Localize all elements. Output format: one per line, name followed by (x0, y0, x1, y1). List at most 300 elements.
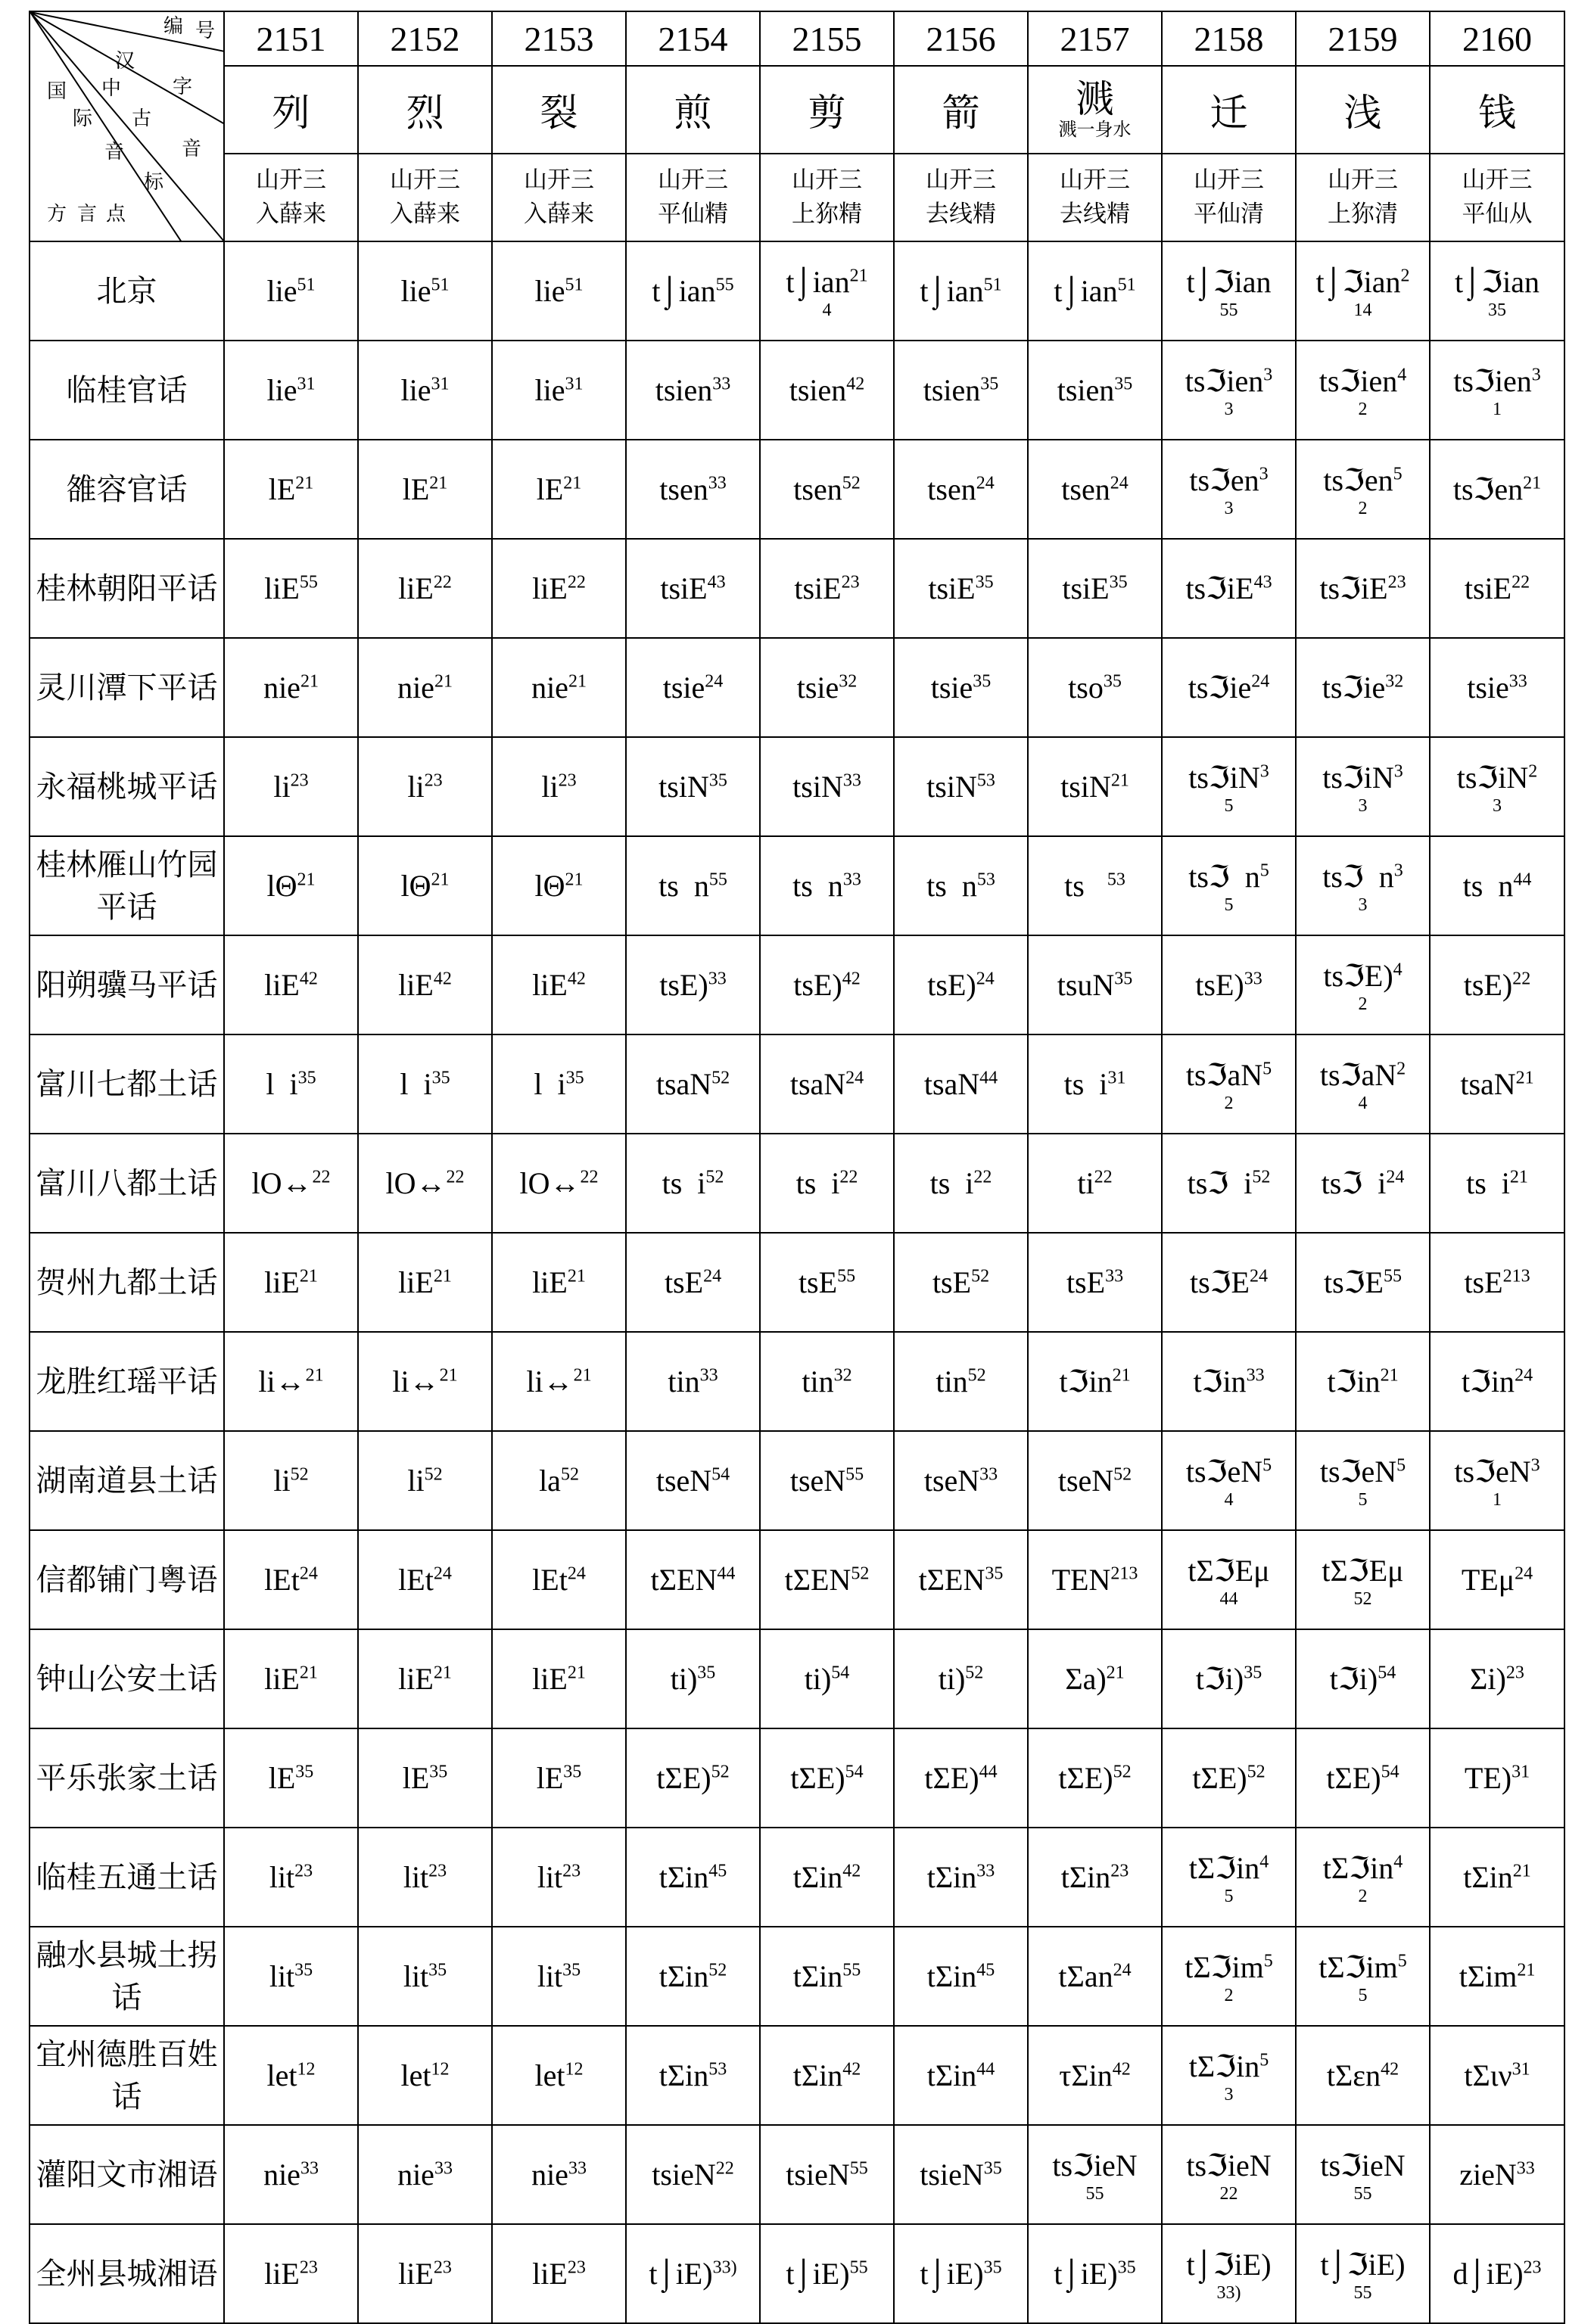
tone-value: 32 (1385, 671, 1404, 692)
ipa-transcription: lEt (398, 1562, 434, 1597)
tone-value: 21 (849, 266, 868, 286)
chinese-character-cell (224, 66, 358, 154)
tone-value: 52 (705, 1167, 724, 1187)
pronunciation-cell (760, 440, 894, 539)
ipa-transcription: tsℑieN (1186, 2148, 1272, 2182)
pronunciation-cell (224, 1332, 358, 1431)
tone-value: 45 (976, 1960, 995, 1980)
pronunciation-cell (894, 638, 1028, 737)
ipa-transcription: lit (537, 1958, 563, 1993)
ipa-transcription: let (400, 2058, 431, 2092)
pronunciation-cell (224, 1034, 358, 1134)
pronunciation-cell (1162, 1233, 1296, 1332)
dialect-row (30, 1431, 1564, 1530)
pronunciation-cell (358, 1629, 492, 1728)
character-number: 2156 (894, 11, 1028, 66)
tone-value: 31 (1511, 2059, 1530, 2080)
ipa-transcription: ts i (795, 1165, 840, 1200)
ipa-transcription: Σi) (1470, 1661, 1506, 1696)
tone-value: 33 (434, 2158, 453, 2179)
tone-value-continued: 3 (1224, 399, 1234, 419)
tone-value: 21 (568, 671, 587, 692)
pronunciation-cell (492, 2026, 626, 2125)
tone-value: 45 (708, 1861, 727, 1881)
pronunciation-cell (894, 1629, 1028, 1728)
mc-line-1: 山开三 (1060, 166, 1130, 194)
ipa-transcription: t⌡ℑian (1186, 264, 1272, 299)
ipa-transcription: tΣE) (1058, 1760, 1113, 1795)
pronunciation-cell (1296, 1332, 1430, 1431)
pronunciation-cell (1296, 2224, 1430, 2323)
ipa-transcription: liE (264, 967, 300, 1002)
ipa-transcription: liE (398, 2256, 434, 2291)
pronunciation-cell (1028, 241, 1162, 341)
pronunciation-cell (492, 1134, 626, 1233)
tone-value: 33 (842, 770, 861, 791)
ipa-transcription: tsieN (920, 2157, 984, 2192)
middle-chinese-category (1028, 154, 1162, 241)
pronunciation-cell (492, 1927, 626, 2026)
tone-value: 53 (708, 2059, 727, 2080)
ipa-transcription: tsiE (1062, 571, 1110, 605)
tone-value: 35 (983, 2158, 1002, 2179)
tone-value: 42 (842, 2059, 861, 2080)
tone-value: 22 (567, 572, 586, 593)
tone-value: 32 (833, 1365, 852, 1386)
dialect-row (30, 2026, 1564, 2125)
chinese-character: 裂 (540, 91, 578, 135)
pronunciation-cell (358, 2224, 492, 2323)
tone-value-continued: 2 (1358, 498, 1368, 518)
pronunciation-cell (626, 539, 760, 638)
ipa-transcription: tsℑiN (1456, 760, 1529, 795)
corner-label: 际 (73, 107, 93, 130)
pronunciation-cell (358, 341, 492, 440)
pronunciation-cell (492, 1629, 626, 1728)
pronunciation-cell (358, 1233, 492, 1332)
tone-value: 4 (1393, 960, 1403, 980)
tone-value: 55 (708, 870, 727, 890)
ipa-transcription: lEt (264, 1562, 300, 1597)
character-number: 2157 (1028, 11, 1162, 66)
ipa-transcription: lit (403, 1958, 429, 1993)
tone-value: 21 (300, 671, 319, 692)
pronunciation-cell (1162, 638, 1296, 737)
ipa-transcription: t⌡ℑiE) (1320, 2247, 1406, 2282)
pronunciation-cell (760, 1629, 894, 1728)
pronunciation-cell (1162, 440, 1296, 539)
pronunciation-cell (894, 2125, 1028, 2224)
pronunciation-cell (894, 1530, 1028, 1629)
character-row (30, 66, 1564, 154)
mc-line-1: 山开三 (390, 166, 460, 194)
ipa-transcription: tsie (662, 670, 705, 705)
tone-value: 33 (568, 2158, 587, 2179)
tone-value: 31 (1511, 1762, 1530, 1782)
ipa-transcription: liE (264, 2256, 300, 2291)
number-row (30, 11, 1564, 66)
tone-value: 4 (1259, 1852, 1269, 1872)
ipa-transcription: τΣin (1059, 2058, 1113, 2092)
tone-value: 21 (563, 473, 582, 493)
pronunciation-cell (1162, 737, 1296, 836)
dialect-row (30, 1332, 1564, 1431)
pronunciation-cell (760, 1332, 894, 1431)
ipa-transcription: tsen (1061, 471, 1110, 506)
ipa-transcription: tΣin (1463, 1859, 1513, 1894)
ipa-transcription: t⌡iE) (1054, 2256, 1118, 2291)
tone-value: 24 (1110, 473, 1129, 493)
tone-value: 33 (976, 1861, 995, 1881)
ipa-transcription: tsE (1066, 1265, 1106, 1299)
pronunciation-cell (224, 1530, 358, 1629)
ipa-transcription: nie (531, 670, 568, 705)
pronunciation-cell (1296, 1728, 1430, 1828)
tone-value: 23 (1505, 1663, 1524, 1683)
corner-label: 标 (144, 171, 164, 194)
tone-value: 24 (1515, 1563, 1533, 1584)
ipa-transcription: lie (266, 273, 297, 308)
chinese-character: 列 (272, 91, 310, 135)
tone-value: 54 (1378, 1663, 1396, 1683)
tone-value: 52 (965, 1663, 984, 1683)
middle-chinese-category (1296, 154, 1430, 241)
ipa-transcription: tΣℑin (1322, 1850, 1394, 1885)
pronunciation-cell (1296, 935, 1430, 1034)
ipa-transcription: li (407, 1463, 425, 1498)
chinese-character: 煎 (674, 91, 712, 135)
tone-value: 24 (703, 1266, 722, 1286)
pronunciation-cell (224, 341, 358, 440)
pronunciation-cell (1028, 935, 1162, 1034)
tone-value-continued: 33) (1216, 2282, 1241, 2303)
pronunciation-cell (1430, 341, 1564, 440)
pronunciation-cell (1296, 1233, 1430, 1332)
pronunciation-cell (760, 1927, 894, 2026)
pronunciation-cell (358, 1728, 492, 1828)
tone-value: 35 (983, 2257, 1002, 2278)
tone-value: 51 (1117, 275, 1136, 295)
ipa-transcription: tsuN (1057, 967, 1115, 1002)
ipa-transcription: tsℑaN (1319, 1057, 1397, 1092)
character-number: 2160 (1430, 11, 1564, 66)
tone-value: 23 (294, 1861, 313, 1881)
pronunciation-cell (1430, 1828, 1564, 1927)
dialect-row (30, 440, 1564, 539)
pronunciation-cell (1430, 836, 1564, 935)
ipa-transcription: tso (1068, 670, 1104, 705)
pronunciation-cell (1162, 1134, 1296, 1233)
pronunciation-cell (1296, 341, 1430, 440)
pronunciation-cell (626, 1629, 760, 1728)
dialect-pronunciation-table (29, 11, 1565, 2324)
ipa-transcription: zieN (1459, 2157, 1517, 2192)
pronunciation-cell (1028, 1034, 1162, 1134)
pronunciation-cell (1296, 1629, 1430, 1728)
ipa-transcription: nie (263, 2157, 300, 2192)
pronunciation-cell (224, 440, 358, 539)
pronunciation-cell (224, 638, 358, 737)
ipa-transcription: ts (1064, 868, 1107, 903)
pronunciation-cell (1028, 836, 1162, 935)
tone-value: 23 (1387, 572, 1406, 593)
pronunciation-cell (760, 1233, 894, 1332)
ipa-transcription: liE (532, 1265, 568, 1299)
tone-value: 31 (297, 374, 316, 394)
ipa-transcription: tsℑeN (1454, 1454, 1531, 1489)
pronunciation-cell (358, 638, 492, 737)
pronunciation-cell (1296, 2026, 1430, 2125)
pronunciation-cell (626, 1233, 760, 1332)
mc-line-2: 入薛来 (524, 201, 594, 228)
ipa-transcription: lE (536, 1760, 564, 1795)
ipa-transcription: tℑin (1327, 1364, 1381, 1398)
ipa-transcription: liE (532, 571, 568, 605)
ipa-transcription: tsℑaN (1185, 1057, 1263, 1092)
pronunciation-cell (894, 1233, 1028, 1332)
tone-value: 21 (429, 473, 448, 493)
ipa-transcription: ti) (938, 1661, 966, 1696)
pronunciation-cell (626, 1332, 760, 1431)
tone-value-continued: 2 (1358, 1886, 1368, 1906)
pronunciation-cell (1162, 2026, 1296, 2125)
middle-chinese-category (1162, 154, 1296, 241)
tone-value: 4 (1397, 365, 1407, 385)
pronunciation-cell (1162, 341, 1296, 440)
pronunciation-cell (760, 1034, 894, 1134)
ipa-transcription: tsℑ i (1321, 1165, 1387, 1200)
pronunciation-cell (358, 836, 492, 935)
dialect-row (30, 935, 1564, 1034)
tone-value: 21 (305, 1365, 324, 1386)
character-number: 2153 (492, 11, 626, 66)
mc-line-1: 山开三 (658, 166, 728, 194)
dialect-row (30, 1927, 1564, 2026)
tone-value: 22 (580, 1167, 599, 1187)
ipa-transcription: tsiN (658, 769, 709, 804)
dialect-point: 融水县城土拐话 (30, 1927, 224, 2026)
ipa-transcription: t⌡ℑian (1454, 264, 1540, 299)
tone-value: 5 (1259, 2050, 1269, 2070)
tone-value: 52 (424, 1464, 443, 1485)
ipa-transcription: nie (531, 2157, 568, 2192)
pronunciation-cell (626, 1828, 760, 1927)
dialect-point: 永福桃城平话 (30, 737, 224, 836)
pronunciation-cell (1430, 2125, 1564, 2224)
pronunciation-cell (1162, 1927, 1296, 2026)
chinese-character-cell (760, 66, 894, 154)
ipa-transcription: tΣE) (790, 1760, 845, 1795)
pronunciation-cell (1162, 1828, 1296, 1927)
tone-value: 52 (971, 1266, 990, 1286)
tone-value: 52 (708, 1960, 727, 1980)
pronunciation-cell (224, 241, 358, 341)
pronunciation-cell (492, 836, 626, 935)
ipa-transcription: liE (264, 1265, 300, 1299)
pronunciation-cell (1162, 935, 1296, 1034)
tone-value: 51 (431, 275, 450, 295)
tone-value-continued: 55 (1353, 2183, 1372, 2204)
tone-value: 53 (976, 770, 995, 791)
ipa-transcription: li↔ (258, 1364, 306, 1398)
tone-value: 33 (1244, 969, 1262, 989)
tone-value-continued: 22 (1219, 2183, 1238, 2204)
tone-value: 35 (1114, 969, 1133, 989)
pronunciation-cell (492, 241, 626, 341)
pronunciation-cell (358, 1927, 492, 2026)
mc-line-2: 入薛来 (390, 201, 460, 228)
ipa-transcription: tΣin (658, 2058, 709, 2092)
tone-value: 44 (717, 1563, 736, 1584)
tone-value: 12 (565, 2059, 584, 2080)
pronunciation-cell (1028, 2026, 1162, 2125)
ipa-transcription: tsℑie (1188, 670, 1252, 705)
tone-value: 44 (976, 2059, 995, 2080)
ipa-transcription: tΣEN (784, 1562, 851, 1597)
chinese-character-cell (894, 66, 1028, 154)
ipa-transcription: lE (402, 1760, 430, 1795)
ipa-transcription: li↔ (526, 1364, 574, 1398)
corner-label: 中 (101, 77, 122, 100)
tone-value-continued: 5 (1358, 1489, 1368, 1510)
tone-value: 52 (842, 473, 861, 493)
pronunciation-cell (626, 2125, 760, 2224)
ipa-transcription: tsiE (928, 571, 976, 605)
pronunciation-cell (1430, 440, 1564, 539)
pronunciation-cell (1162, 2224, 1296, 2323)
ipa-transcription: lie (534, 273, 565, 308)
ipa-transcription: lit (537, 1859, 563, 1894)
ipa-transcription: tΣιν (1464, 2058, 1512, 2092)
mc-line-1: 山开三 (1194, 166, 1264, 194)
chinese-character-cell (626, 66, 760, 154)
pronunciation-cell (1296, 241, 1430, 341)
pronunciation-cell (760, 836, 894, 935)
ipa-transcription: tsℑeN (1185, 1454, 1263, 1489)
ipa-transcription: tsie (796, 670, 839, 705)
dialect-point: 富川七都土话 (30, 1034, 224, 1134)
tone-value: 24 (1250, 1266, 1268, 1286)
pronunciation-cell (358, 2125, 492, 2224)
pronunciation-cell (1430, 1233, 1564, 1332)
pronunciation-cell (224, 539, 358, 638)
ipa-transcription: ts i (1063, 1066, 1108, 1101)
tone-value: 22 (1511, 572, 1530, 593)
ipa-transcription: tsE) (659, 967, 708, 1002)
tone-value: 42 (299, 969, 318, 989)
pronunciation-cell (1028, 638, 1162, 737)
tone-value-continued: 5 (1224, 894, 1234, 915)
tone-value: 33 (300, 2158, 319, 2179)
pronunciation-cell (224, 836, 358, 935)
pronunciation-cell (1430, 1134, 1564, 1233)
ipa-transcription: ti (1077, 1165, 1094, 1200)
pronunciation-cell (1430, 1728, 1564, 1828)
dialect-point: 信都铺门粤语 (30, 1530, 224, 1629)
tone-value: 24 (1113, 1960, 1132, 1980)
dialect-point: 富川八都土话 (30, 1134, 224, 1233)
tone-value: 5 (1263, 1951, 1273, 1971)
ipa-transcription: tΣℑin (1188, 1850, 1260, 1885)
ipa-transcription: tsie (930, 670, 973, 705)
ipa-transcription: tsℑeN (1319, 1454, 1397, 1489)
pronunciation-cell (224, 1828, 358, 1927)
tone-value: 23 (290, 770, 309, 791)
pronunciation-cell (760, 539, 894, 638)
ipa-transcription: tΣE) (1192, 1760, 1247, 1795)
pronunciation-cell (626, 638, 760, 737)
middle-chinese-category (492, 154, 626, 241)
pronunciation-cell (358, 539, 492, 638)
tone-value-continued: 4 (1224, 1489, 1234, 1510)
chinese-character-cell (1162, 66, 1296, 154)
chinese-character: 迁 (1210, 91, 1248, 135)
ipa-transcription: tΣE) (924, 1760, 979, 1795)
tone-value-continued: 55 (1085, 2183, 1104, 2204)
pronunciation-cell (1430, 1629, 1564, 1728)
pronunciation-cell (358, 1134, 492, 1233)
pronunciation-cell (1430, 1530, 1564, 1629)
pronunciation-cell (894, 836, 1028, 935)
tone-value-continued: 52 (1353, 1588, 1372, 1609)
pronunciation-cell (1296, 1034, 1430, 1134)
pronunciation-cell (760, 2224, 894, 2323)
ipa-transcription: tsie (1467, 670, 1509, 705)
ipa-transcription: lit (269, 1958, 295, 1993)
pronunciation-cell (894, 2224, 1028, 2323)
pronunciation-cell (626, 2224, 760, 2323)
pronunciation-cell (1296, 1828, 1430, 1927)
ipa-transcription: tΣℑim (1185, 1949, 1264, 1984)
ipa-transcription: tsaN (655, 1066, 712, 1101)
tone-value: 35 (428, 1960, 447, 1980)
pronunciation-cell (224, 1728, 358, 1828)
pronunciation-cell (760, 638, 894, 737)
mc-line-2: 去线精 (1060, 201, 1130, 228)
dialect-point: 阳朔骥马平话 (30, 935, 224, 1034)
tone-value-continued: 55 (1353, 2282, 1372, 2303)
pronunciation-cell (492, 440, 626, 539)
tone-value-continued: 2 (1358, 994, 1368, 1014)
ipa-transcription: tΣℑEμ (1188, 1553, 1270, 1588)
tone-value: 21 (1515, 1068, 1534, 1088)
tone-value-continued: 3 (1224, 498, 1234, 518)
tone-value: 21 (1517, 1960, 1536, 1980)
tone-value: 33 (712, 374, 731, 394)
tone-value: 35 (1117, 2257, 1136, 2278)
tone-value-continued: 3 (1358, 894, 1368, 915)
tone-value: 42 (842, 969, 861, 989)
middle-chinese-category (1430, 154, 1564, 241)
tone-value: 35 (1109, 572, 1128, 593)
mc-line-2: 平仙清 (1194, 201, 1264, 228)
pronunciation-cell (626, 1530, 760, 1629)
ipa-transcription: liE (264, 1661, 300, 1696)
pronunciation-cell (626, 1134, 760, 1233)
tone-value: 21 (299, 1266, 318, 1286)
pronunciation-cell (224, 2125, 358, 2224)
tone-value: 52 (290, 1464, 309, 1485)
pronunciation-cell (894, 241, 1028, 341)
tone-value: 35 (697, 1663, 716, 1683)
character-number: 2154 (626, 11, 760, 66)
ipa-transcription: tΣin (792, 2058, 843, 2092)
ipa-transcription: tsE) (793, 967, 842, 1002)
corner-label: 音 (182, 138, 202, 160)
ipa-transcription: tsiN (792, 769, 843, 804)
dialect-row (30, 1530, 1564, 1629)
tone-value: 21 (433, 1663, 452, 1683)
